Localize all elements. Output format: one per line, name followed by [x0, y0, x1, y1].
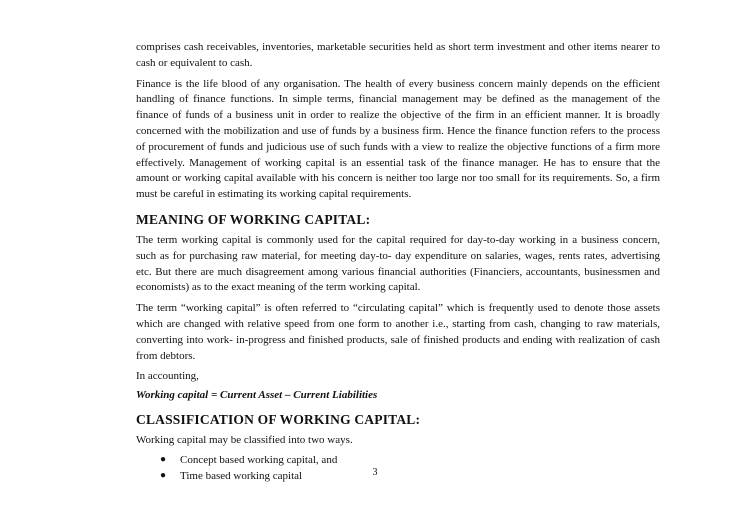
finance-paragraph: Finance is the life blood of any organisation. The health of every business concern mainly depends on the efficient handling of finance functions. In simple terms, financial management may be defined as the management of the finance of funds of a business unit in order to realize the objective of the firm in an efficient manner. It is broadly concerned with the mobilization and use of funds by a business firm. Hence the finance function refers to the process of procurement of funds and judicious use of such funds with a view to realize the objective functions of a firm more effectively. Management of working capital is an essential task of the finance manager. He has to ensure that the amount or working capital available with his concern is neither too large nor too small for its requirements. So, a firm must be careful in estimating its working capital requirements. [136, 77, 660, 201]
working-capital-formula: Working capital = Current Asset – Current Liabilities [136, 389, 378, 402]
intro-continuation-paragraph: comprises cash receivables, inventories, marketable securities held as short term investment and other items nearer to cash or equivalent to cash. [136, 41, 660, 69]
classification-heading: CLASSIFICATION OF WORKING CAPITAL: [136, 412, 421, 428]
classification-intro: Working capital may be classified into two ways. [136, 434, 353, 447]
document-page [136, 40, 660, 484]
bullet-icon: ● [160, 469, 167, 481]
meaning-paragraph-1: The term working capital is commonly used for the capital required for day-to-day working in a business concern, such as for purchasing raw material, for meeting day-to- day expenditure on salaries, wages, rents rates, advertising etc. But there are much disagreement among various financial authorities (Financiers, accountants, businessmen and economists) as to the exact meaning of the term working capital. [136, 233, 660, 294]
meaning-heading: MEANING OF WORKING CAPITAL: [136, 211, 371, 227]
list-item-label: Time based working capital [180, 469, 303, 482]
meaning-paragraph-2: The term “working capital” is often referred to “circulating capital” which is frequently used to denote those assets which are changed with relative speed from one form to another i.e., starting from cash, changing to raw materials, converting into work- in-progress and finished products, sale of finished products and ending with realization of cash from debtors. [136, 302, 660, 362]
list-item-label: Concept based working capital, and [180, 453, 338, 466]
list-item [160, 452, 660, 468]
accounting-intro: In accounting, [136, 370, 199, 383]
page-number: 3 [372, 467, 378, 478]
bullet-icon: ● [160, 453, 167, 465]
